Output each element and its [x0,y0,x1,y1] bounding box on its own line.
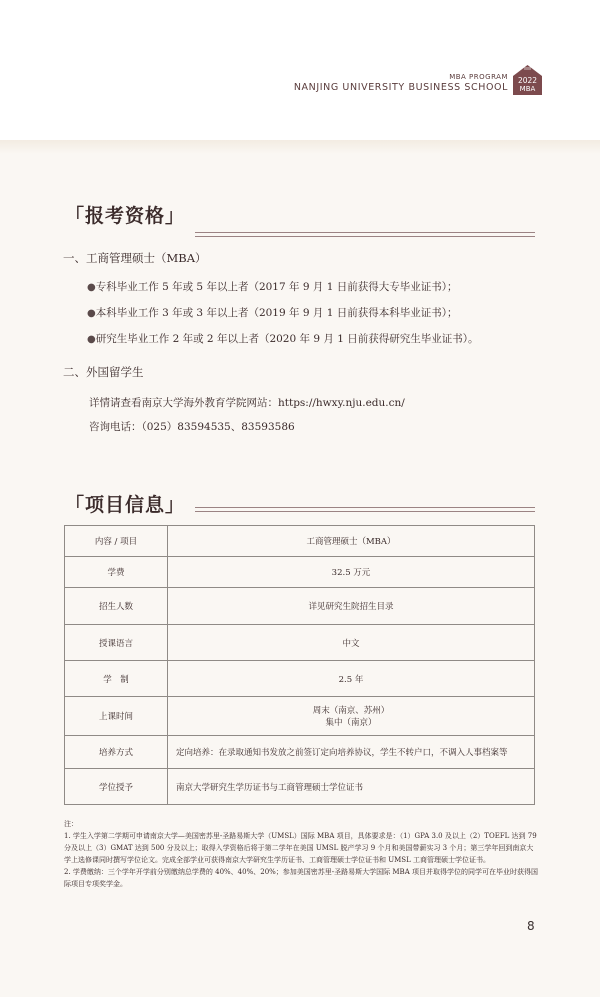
logo-year: 2022 [517,76,538,85]
page-number: 8 [527,919,535,933]
mba-heading: 一、工商管理硕士（MBA） [63,251,207,265]
bullet-icon: ● [87,282,96,293]
table-row [65,661,535,697]
note-item: 1. 学生入学第二学期可申请南京大学—美国密苏里-圣路易斯大学（UMSL）国际 MBA 项目，具体要求是：（1）GPA 3.0 及以上（2）TOEFL 达到 79 分及以上（3）GMAT 达到 500 分及以上；取得入学资格后将于第二学年在美国 UMSL 脱产学习 9 个月和美国带薪实习 3 个月；第三学年回到南京大学上选修课同时撰写学位论文。完成全部学业可获得南京大学研究生学历证书、工商管理硕士学位证书和 UMSL 工商管理硕士学位证书。 [64,832,537,864]
table-header-row [65,526,535,557]
logo-label: MBA [519,85,536,93]
schedule-intensive: 集中（南京） [325,718,377,728]
row-label: 授课语言 [65,625,168,661]
row-label: 培养方式 [65,736,168,769]
row-label: 学位授予 [65,769,168,805]
row-value: 2.5 年 [168,661,535,697]
row-label: 上课时间 [65,697,168,736]
row-label: 学 制 [65,661,168,697]
foreign-phone-line: 咨询电话：（025）83594535、83593586 [89,421,295,433]
header-text [294,73,508,93]
row-label: 学费 [65,557,168,588]
foreign-website-line: 详情请查看南京大学海外教育学院网站：https://hwxy.nju.edu.cn/ [89,397,405,409]
row-value: 32.5 万元 [168,557,535,588]
row-value: 南京大学研究生学历证书与工商管理硕士学位证书 [168,769,535,805]
notes-label: 注： [64,820,78,828]
eligibility-item: ●研究生毕业工作 2 年或 2 年以上者（2020 年 9 月 1 日前获得研究生毕业证书）。 [87,333,479,345]
table-header-cell: 内容 / 项目 [65,526,168,557]
header-divider [0,140,600,154]
footnotes [64,818,538,890]
table-row [65,769,535,805]
eligibility-item: ●专科毕业工作 5 年或 5 年以上者（2017 年 9 月 1 日前获得大专毕业证书）； [87,281,458,293]
project-title-rule [195,507,535,512]
project-title: 「项目信息」 [65,494,186,516]
table-row [65,557,535,588]
mba-2022-logo [511,63,544,96]
eligibility-title: 「报考资格」 [65,205,186,227]
table-header-cell: 工商管理硕士（MBA） [168,526,535,557]
eligibility-item: ●本科毕业工作 3 年或 3 年以上者（2019 年 9 月 1 日前获得本科毕业证书）； [87,307,458,319]
bullet-icon: ● [87,334,96,345]
eligibility-title-rule [195,232,535,237]
school-name: NANJING UNIVERSITY BUSINESS SCHOOL [293,82,508,93]
row-value: 定向培养：在录取通知书发放之前签订定向培养协议，学生不转户口，不调入人事档案等 [168,736,535,769]
header-band [0,0,600,140]
table-row [65,625,535,661]
table-row [65,697,535,736]
table-row [65,588,535,625]
program-label: MBA PROGRAM [449,73,508,81]
row-value: 中文 [168,625,535,661]
schedule-weekend: 周末（南京、苏州） [312,706,390,716]
project-info-table [64,525,535,805]
foreign-students-heading: 二、外国留学生 [63,365,144,379]
row-label: 招生人数 [65,588,168,625]
row-value: 详见研究生院招生目录 [168,588,535,625]
bullet-icon: ● [87,308,96,319]
row-value [168,697,535,736]
table-row [65,736,535,769]
note-item: 2. 学费缴纳：三个学年开学前分别缴纳总学费的 40%、40%、20%；参加美国密苏里-圣路易斯大学国际 MBA 项目并取得学位的同学可在毕业时获得国际项目专项奖学金。 [64,868,538,888]
